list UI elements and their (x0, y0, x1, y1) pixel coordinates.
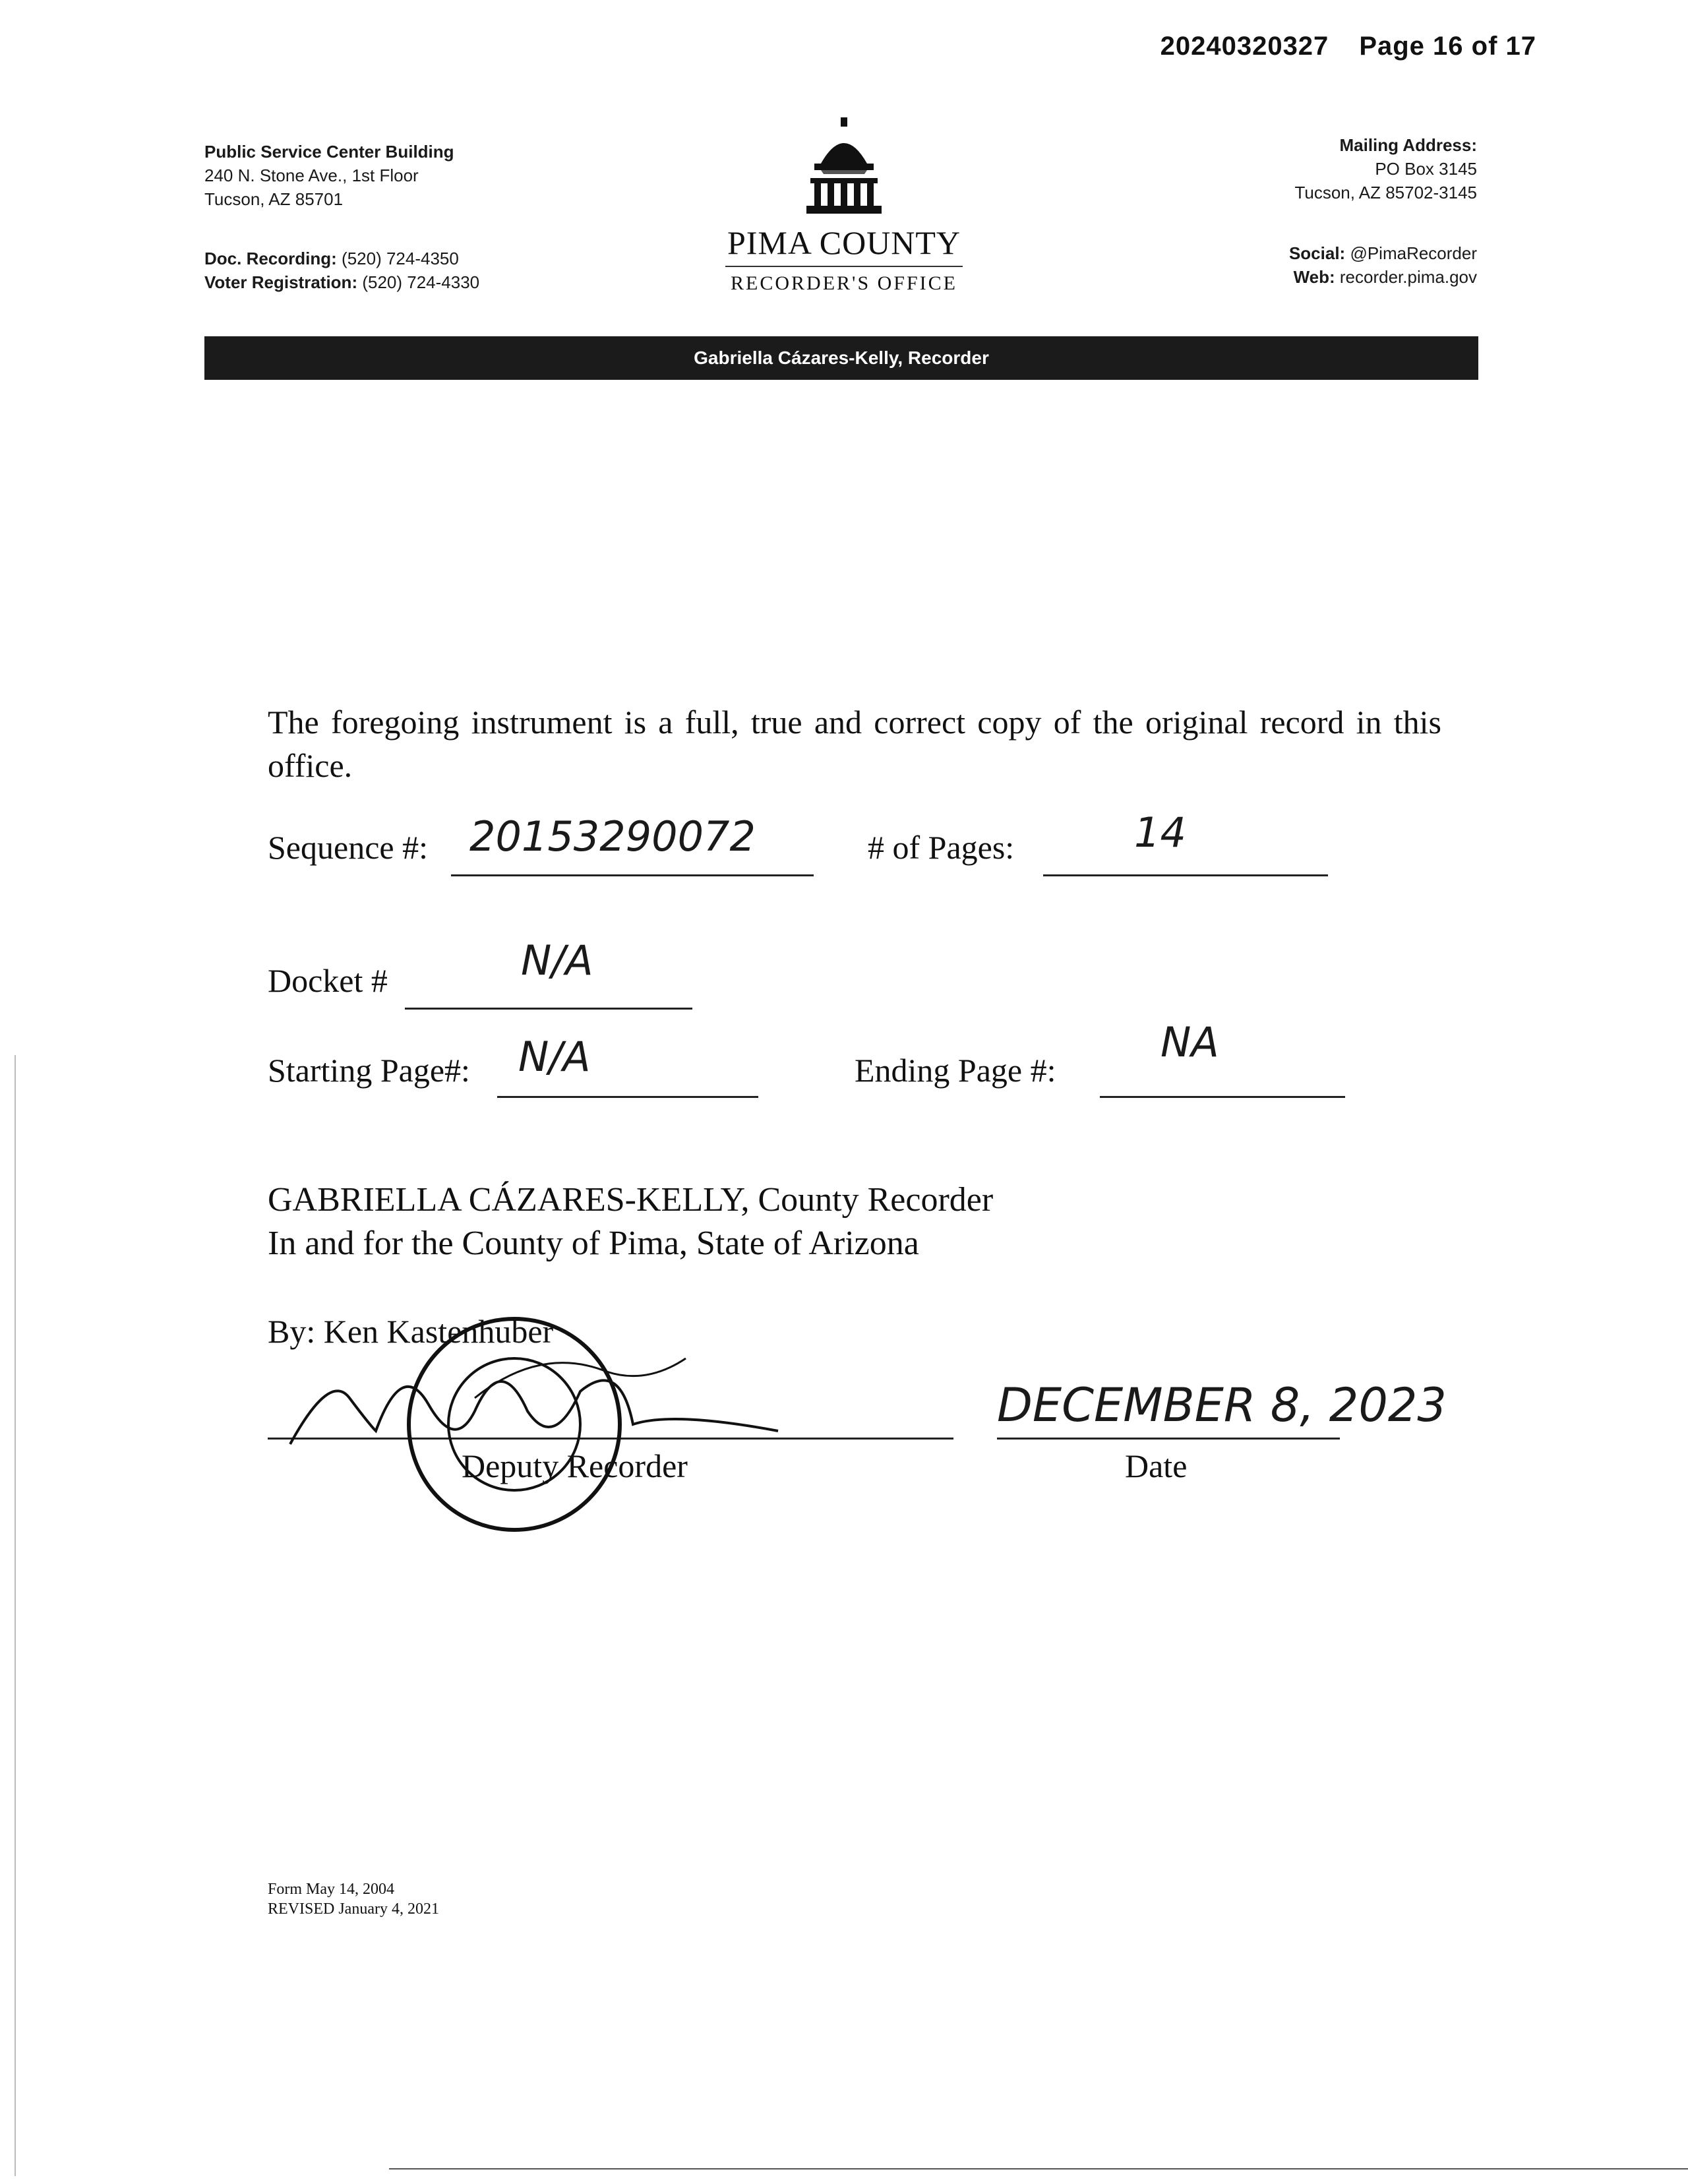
social-handle: @PimaRecorder (1350, 243, 1477, 263)
docket-value: N/A (521, 936, 593, 985)
form-revision-info (268, 1879, 439, 1919)
document-number-header (1160, 32, 1536, 61)
starting-page-label: Starting Page#: (268, 1052, 470, 1089)
web-label: Web: (1293, 267, 1335, 287)
form-date: Form May 14, 2004 (268, 1881, 394, 1898)
docket-label: Docket # (268, 962, 388, 999)
ending-page-line (1100, 1056, 1345, 1098)
doc-recording-phone: (520) 724-4350 (342, 249, 459, 268)
office-address-block (204, 140, 454, 211)
page-label: Page 16 of 17 (1359, 32, 1536, 61)
starting-page-value: N/A (518, 1033, 591, 1081)
po-box: PO Box 3145 (1375, 159, 1477, 179)
logo-subtitle: RECORDER'S OFFICE (731, 272, 957, 294)
scan-edge-line (15, 1055, 16, 2176)
sequence-value: 20153290072 (469, 812, 756, 861)
county-recorder-seal-icon (402, 1312, 626, 1536)
county-recorder-name: GABRIELLA CÁZARES-KELLY, County Recorder (268, 1181, 994, 1219)
date-value: DECEMBER 8, 2023 (997, 1378, 1447, 1432)
deputy-recorder-label: Deputy Recorder (462, 1447, 688, 1484)
by-deputy-name: By: Ken Kastenhuber (268, 1313, 554, 1350)
date-line (997, 1438, 1340, 1440)
county-state-line: In and for the County of Pima, State of Arizona (268, 1225, 919, 1262)
pima-county-logo (712, 117, 976, 295)
recorder-banner: Gabriella Cázares-Kelly, Recorder (204, 336, 1478, 380)
certification-paragraph: The foregoing instrument is a full, true and correct copy of the original record in this office. (268, 704, 1441, 784)
mailing-city: Tucson, AZ 85702-3145 (1294, 183, 1477, 202)
ending-page-value: NA (1160, 1018, 1219, 1066)
doc-recording-label: Doc. Recording: (204, 249, 337, 268)
office-phone-block (204, 247, 479, 294)
doc-number: 20240320327 (1160, 32, 1329, 61)
form-revised: REVISED January 4, 2021 (268, 1900, 439, 1918)
web-url: recorder.pima.gov (1339, 267, 1477, 287)
ending-page-label: Ending Page #: (855, 1052, 1056, 1089)
pages-label: # of Pages: (868, 829, 1015, 866)
date-label: Date (1125, 1447, 1188, 1484)
pages-value: 14 (1134, 808, 1186, 857)
mailing-address-block (1294, 133, 1477, 204)
mailing-label: Mailing Address: (1339, 135, 1477, 155)
building-name: Public Service Center Building (204, 142, 454, 162)
city-address: Tucson, AZ 85701 (204, 189, 344, 209)
voter-registration-label: Voter Registration: (204, 272, 358, 292)
street-address: 240 N. Stone Ave., 1st Floor (204, 166, 419, 185)
social-web-block (1289, 241, 1477, 289)
logo-county-name: PIMA COUNTY (727, 224, 961, 261)
voter-registration-phone: (520) 724-4330 (362, 272, 480, 292)
logo-divider (725, 266, 963, 267)
bottom-rule (389, 2168, 1688, 2169)
sequence-label: Sequence #: (268, 829, 428, 866)
social-label: Social: (1288, 243, 1346, 263)
capitol-dome-icon (795, 117, 893, 216)
